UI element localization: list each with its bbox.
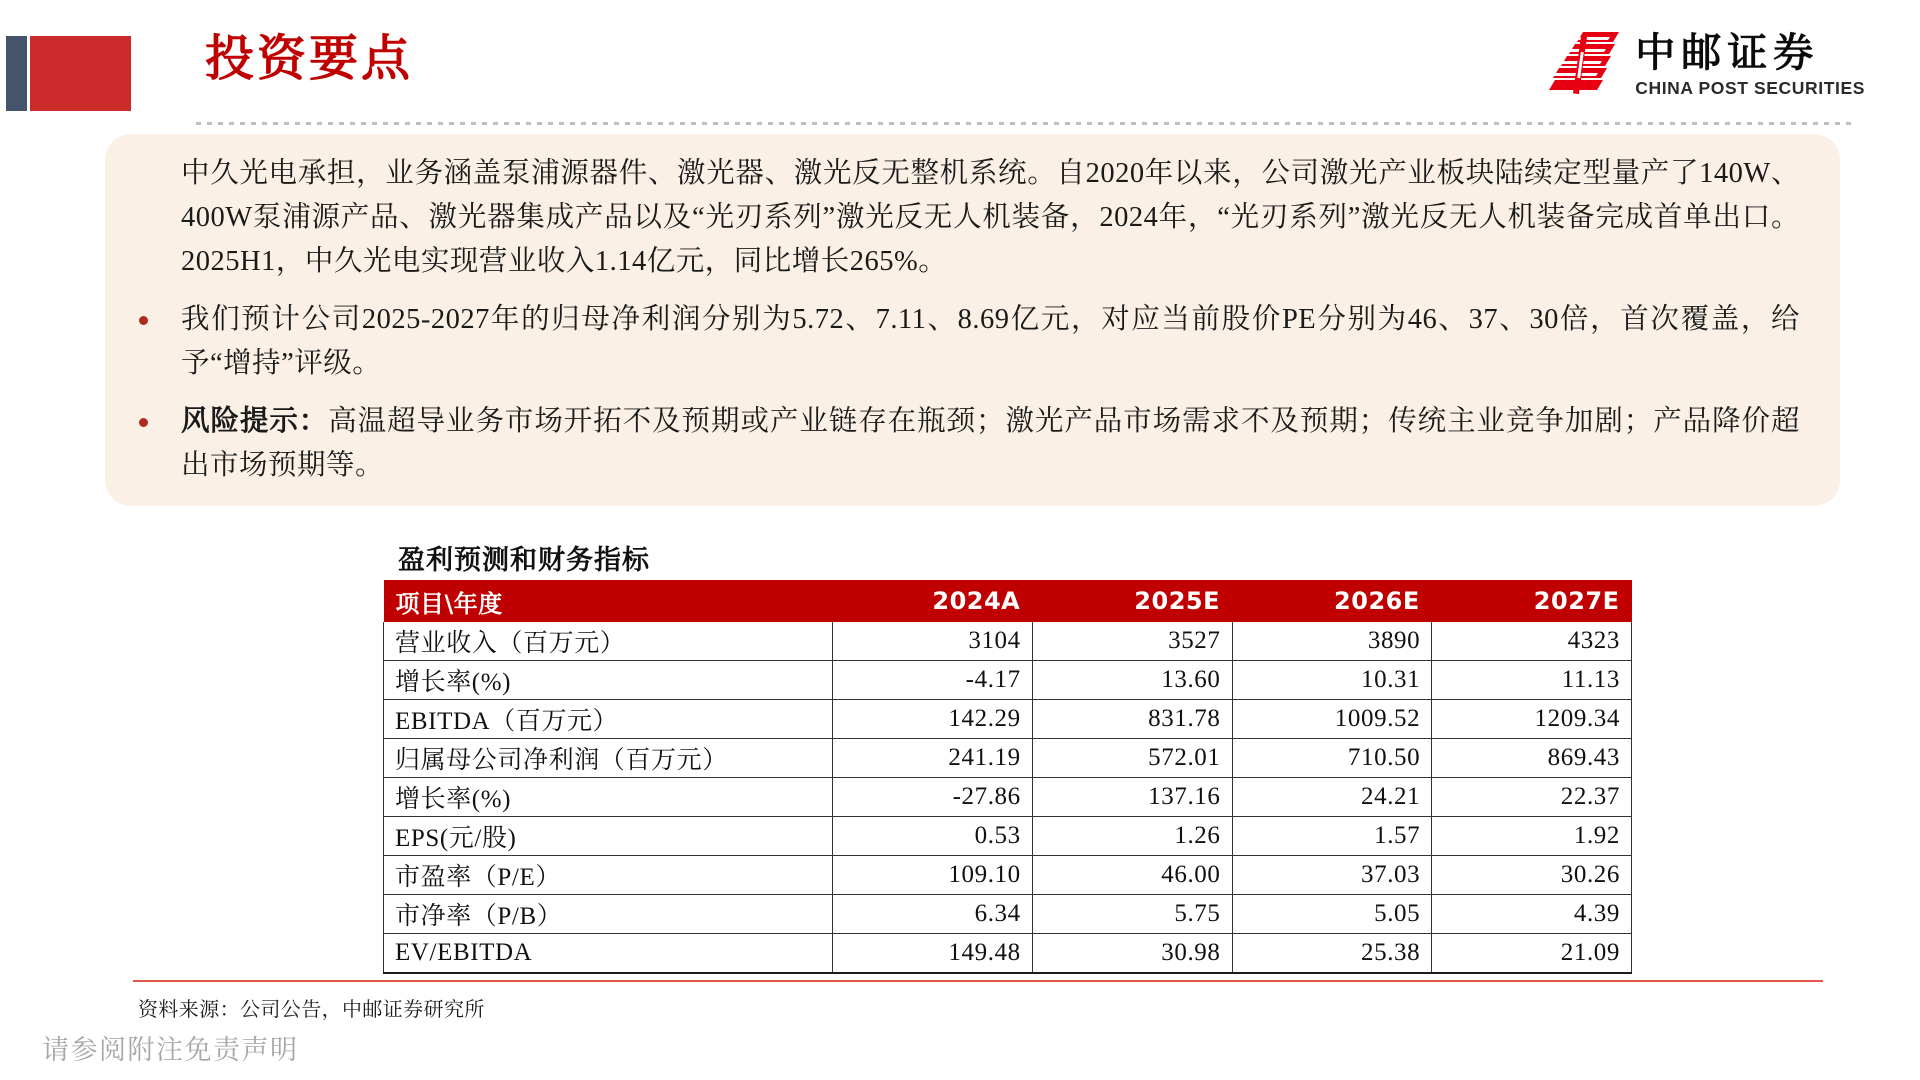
- row-value: 37.03: [1232, 856, 1432, 895]
- row-value: 13.60: [1032, 661, 1232, 700]
- row-value: 3527: [1032, 622, 1232, 661]
- table-title: 盈利预测和财务指标: [398, 545, 650, 576]
- row-value: 6.34: [833, 895, 1033, 934]
- paragraph-list: [181, 148, 1800, 502]
- row-value: 1.92: [1432, 817, 1632, 856]
- row-label: EPS(元/股): [384, 817, 833, 856]
- row-label: 增长率(%): [384, 661, 833, 700]
- header-accent-blue-bar: [6, 36, 27, 111]
- table-row: [384, 817, 1632, 856]
- row-value: 25.38: [1232, 934, 1432, 974]
- column-header-item: 项目\年度: [384, 580, 833, 622]
- row-label: EV/EBITDA: [384, 934, 833, 974]
- paragraph-item: [181, 298, 1800, 386]
- row-value: 4.39: [1432, 895, 1632, 934]
- paragraph-text: 中久光电承担，业务涵盖泵浦源器件、激光器、激光反无整机系统。自2020年以来，公司激光产业板块陆续定型量产了140W、400W泵浦源产品、激光器集成产品以及“光刃系列”激光反无人机装备，2024年，“光刃系列”激光反无人机装备完成首单出口。2025H1，中久光电实现营业收入1.14亿元，同比增长265%。: [181, 158, 1800, 277]
- row-value: 1009.52: [1232, 700, 1432, 739]
- row-value: 3890: [1232, 622, 1432, 661]
- row-value: 3104: [833, 622, 1033, 661]
- row-value: 5.05: [1232, 895, 1432, 934]
- row-value: 46.00: [1032, 856, 1232, 895]
- row-value: 30.26: [1432, 856, 1632, 895]
- paragraph-item: [181, 152, 1800, 284]
- table-row: [384, 622, 1632, 661]
- table-row: [384, 739, 1632, 778]
- row-value: 4323: [1432, 622, 1632, 661]
- row-label: 市净率（P/B）: [384, 895, 833, 934]
- row-value: 109.10: [833, 856, 1033, 895]
- row-value: 11.13: [1432, 661, 1632, 700]
- row-value: 142.29: [833, 700, 1033, 739]
- row-label: 归属母公司净利润（百万元）: [384, 739, 833, 778]
- header-dotted-divider: [196, 122, 1856, 125]
- source-note: 资料来源：公司公告，中邮证券研究所: [138, 997, 485, 1021]
- row-value: 5.75: [1032, 895, 1232, 934]
- risk-warning-label: 风险提示：: [181, 406, 329, 437]
- footer-divider: [133, 980, 1823, 982]
- row-value: 831.78: [1032, 700, 1232, 739]
- row-value: 1209.34: [1432, 700, 1632, 739]
- table-row: [384, 856, 1632, 895]
- paragraph-text: 高温超导业务市场开拓不及预期或产业链存在瓶颈；激光产品市场需求不及预期；传统主业竞争加剧；产品降价超出市场预期等。: [181, 406, 1800, 481]
- table-row: [384, 700, 1632, 739]
- paragraph-text: 我们预计公司2025-2027年的归母净利润分别为5.72、7.11、8.69亿元，对应当前股价PE分别为46、37、30倍，首次覆盖，给予“增持”评级。: [181, 304, 1800, 379]
- row-label: 市盈率（P/E）: [384, 856, 833, 895]
- row-value: 0.53: [833, 817, 1033, 856]
- header-accent-red-block: [30, 36, 131, 111]
- row-value: 22.37: [1432, 778, 1632, 817]
- financial-forecast-table: [383, 580, 1632, 974]
- paragraph-item: [181, 400, 1800, 488]
- company-logo: [1547, 30, 1865, 100]
- logo-name-en: CHINA POST SECURITIES: [1635, 77, 1865, 98]
- column-header-2027e: 2027E: [1432, 580, 1632, 622]
- logo-name-cn: 中邮证券: [1635, 29, 1820, 76]
- china-post-logo-icon: [1547, 30, 1621, 100]
- bullet-dot-icon: [139, 316, 148, 325]
- row-value: -4.17: [833, 661, 1033, 700]
- column-header-2026e: 2026E: [1232, 580, 1432, 622]
- investment-highlights-card: [105, 134, 1840, 506]
- table-row: [384, 895, 1632, 934]
- table-row: [384, 778, 1632, 817]
- row-value: 572.01: [1032, 739, 1232, 778]
- table-header-row: [384, 580, 1632, 622]
- row-value: 1.26: [1032, 817, 1232, 856]
- row-label: EBITDA（百万元）: [384, 700, 833, 739]
- row-value: 24.21: [1232, 778, 1432, 817]
- column-header-2025e: 2025E: [1032, 580, 1232, 622]
- row-label: 增长率(%): [384, 778, 833, 817]
- row-value: 30.98: [1032, 934, 1232, 974]
- row-value: 137.16: [1032, 778, 1232, 817]
- table-row: [384, 661, 1632, 700]
- row-value: 1.57: [1232, 817, 1432, 856]
- row-value: 869.43: [1432, 739, 1632, 778]
- bullet-dot-icon: [139, 418, 148, 427]
- row-value: 10.31: [1232, 661, 1432, 700]
- disclaimer-note: 请参阅附注免责声明: [42, 1035, 299, 1066]
- page-title: 投资要点: [205, 30, 414, 87]
- table-row: [384, 934, 1632, 974]
- row-value: 241.19: [833, 739, 1033, 778]
- row-label: 营业收入（百万元）: [384, 622, 833, 661]
- row-value: 710.50: [1232, 739, 1432, 778]
- column-header-2024a: 2024A: [833, 580, 1033, 622]
- row-value: 149.48: [833, 934, 1033, 974]
- row-value: -27.86: [833, 778, 1033, 817]
- row-value: 21.09: [1432, 934, 1632, 974]
